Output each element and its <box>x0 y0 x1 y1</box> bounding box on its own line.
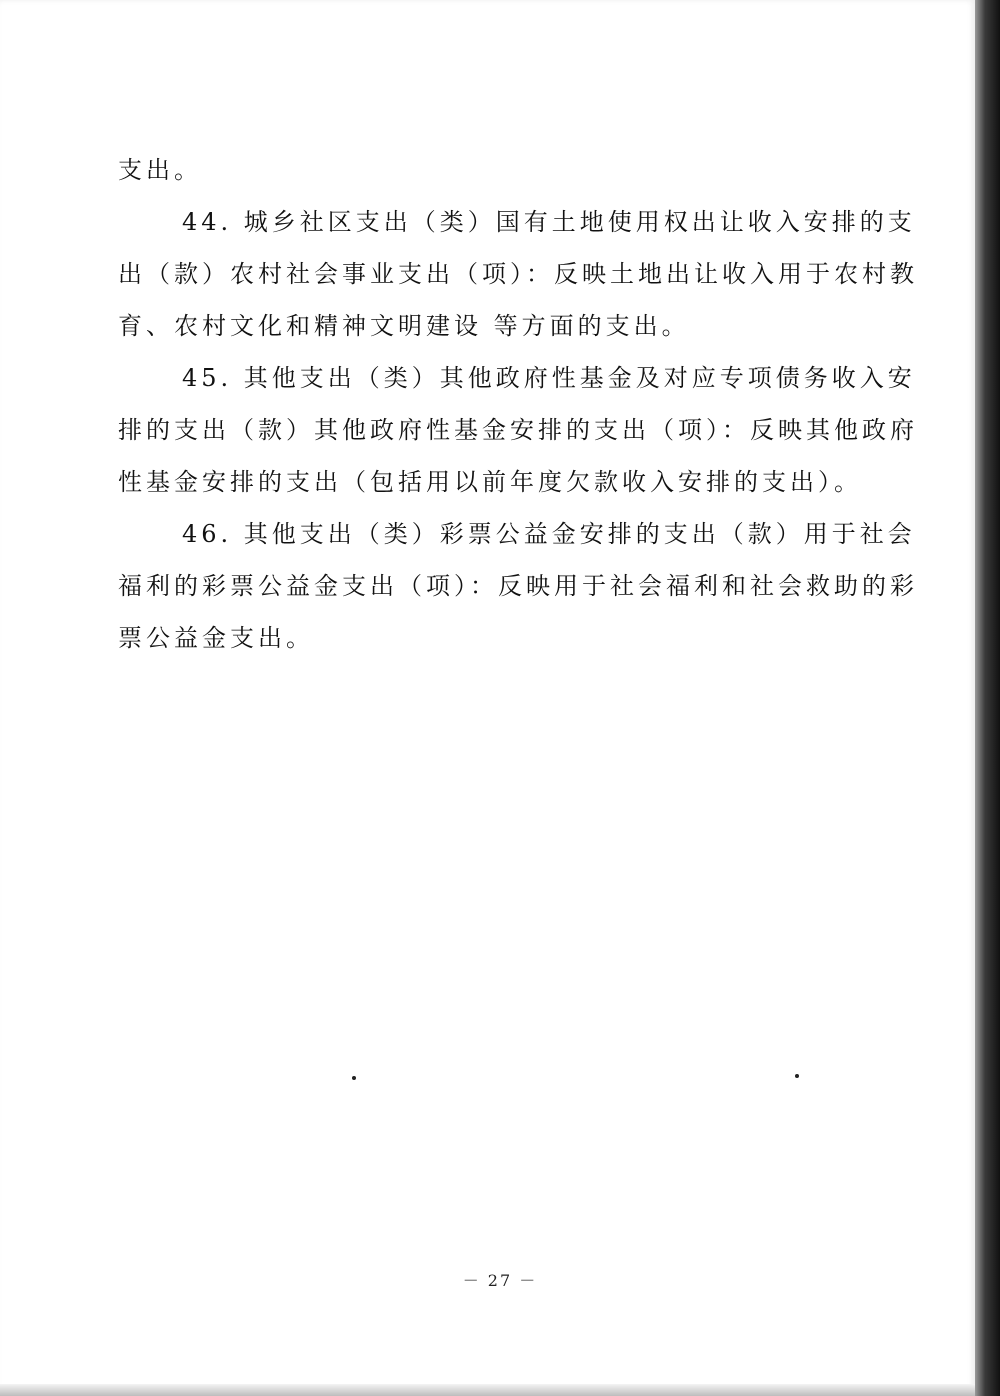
paragraph-continuation: 支出。 <box>118 156 202 184</box>
scan-speck <box>352 1076 356 1080</box>
scan-shadow-right <box>975 0 1000 1396</box>
paragraph-item-45: 45. 其他支出（类）其他政府性基金及对应专项债务收入安排的支出（款）其他政府性基金安排的支出（项）：反映其他政府性基金安排的支出（包括用以前年度欠款收入安排的支出）。 <box>118 364 918 496</box>
paragraph-item-46: 46. 其他支出（类）彩票公益金安排的支出（款）用于社会福利的彩票公益金支出（项）：反映用于社会福利和社会救助的彩票公益金支出。 <box>118 520 918 652</box>
scan-shadow-bottom <box>0 1384 975 1396</box>
scan-speck <box>795 1074 799 1078</box>
page-number: － 27 － <box>462 1271 538 1290</box>
paragraph-item-44: 44. 城乡社区支出（类）国有土地使用权出让收入安排的支出（款）农村社会事业支出（项）：反映土地出让收入用于农村教育、农村文化和精神文明建设 等方面的支出。 <box>118 208 918 340</box>
document-body <box>118 144 918 664</box>
